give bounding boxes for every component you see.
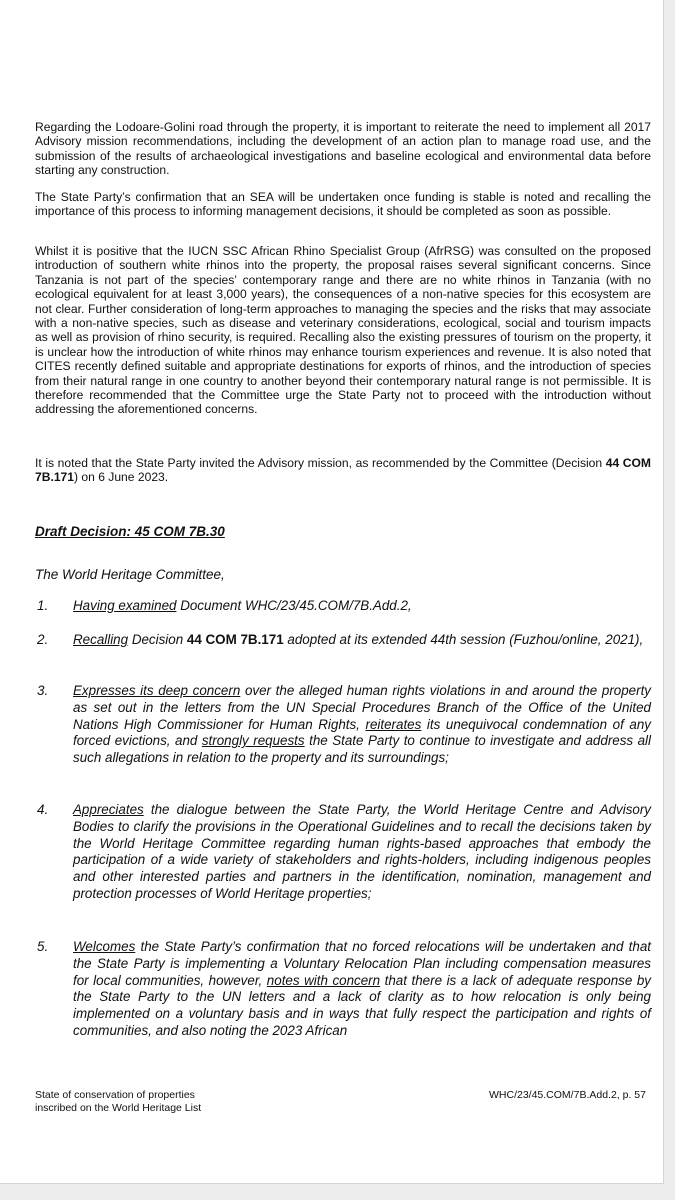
- paragraph-rhinos: Whilst it is positive that the IUCN SSC African Rhino Specialist Group (AfrRSG) was consulted on the proposed introduction of southern white rhinos into the property, the proposal raises several significant concerns. Since Tanzania is not part of the species’ contemporary range and there are no white rhinos in Tanzania (with no ecological equivalent for at least 3,000 years), the consequences of a non-native species for this ecosystem are not clear. Further consideration of long-term approaches to managing the species and the risks that may associate with a non-native species, such as disease and veterinary considerations, ecological, social and tourism impacts as well as provision of rhino security, is required. Recalling also the existing pressures of tourism on the property, it is unclear how the introduction of white rhinos may enhance tourism experiences and revenue. It is also noted that CITES recently defined suitable and appropriate destinations for exports of rhinos, and the introduction of species from their natural range in one country to another beyond their contemporary natural range is not permissible. It is therefore recommended that the Committee urge the State Party not to proceed with the introduction without addressing the aforementioned concerns.: [35, 244, 651, 417]
- decision-item-3: [35, 683, 651, 767]
- decision-item-4: [35, 802, 651, 903]
- paragraph-text: It is noted that the State Party invited the Advisory mission, as recommended by the Committee (Decision: [35, 456, 606, 470]
- item-text: [73, 598, 651, 615]
- item-number: 1.: [37, 598, 49, 613]
- item-body: over the alleged human rights violations in and around the property as set out in the letters from the UN Special Procedures Branch of the Office of the United Nations High Commissioner for Human Rights,: [73, 683, 652, 732]
- paragraph-advisory-mission: [35, 456, 651, 485]
- item-number: 5.: [37, 939, 49, 954]
- paragraph-text: ) on 6 June 2023.: [74, 470, 169, 485]
- item-text: [73, 939, 651, 1040]
- footer-line: inscribed on the World Heritage List: [35, 1102, 202, 1114]
- item-lead: Appreciates: [73, 802, 144, 817]
- footer-page-reference: WHC/23/45.COM/7B.Add.2, p. 57: [489, 1089, 646, 1101]
- item-text: [73, 683, 651, 767]
- item-body: adopted at its extended 44th session (Fuzhou/online, 2021),: [283, 632, 644, 647]
- item-text: [73, 632, 651, 649]
- item-body: its unequivocal condemnation of any forced evictions, and: [73, 716, 651, 749]
- draft-decision-heading: Draft Decision: 45 COM 7B.30: [35, 524, 225, 539]
- item-lead: Having examined: [73, 598, 177, 613]
- item-body: the dialogue between the State Party, the World Heritage Centre and Advisory Bodies to clarify the provisions in the Operational Guidelines and to recall the decisions taken by the World Heritage Committee regarding human rights-based approaches that embody the participation of a wide variety of stakeholders and rights-holders, including indigenous peoples and other interested parties and partners in the identification, nomination, management and protection processes of World Heritage properties;: [73, 802, 651, 901]
- footer-line: State of conservation of properties: [35, 1089, 195, 1101]
- footer-left: [35, 1089, 201, 1115]
- item-text: [73, 802, 651, 903]
- item-keyword: notes with concern: [266, 972, 381, 988]
- item-body: Decision: [128, 632, 187, 647]
- item-body: the State Party’s confirmation that no forced relocations will be undertaken and that the State Party is implementing a Voluntary Relocation Plan including compensation measures for local communities, however,: [73, 939, 651, 988]
- paragraph-sea: The State Party’s confirmation that an SEA will be undertaken once funding is stable is noted and recalling the importance of this process to informing management decisions, it should be completed as soon as possible.: [35, 190, 651, 219]
- item-body: the State Party to continue to investigate and address all such allegations in relation to the property and its surroundings;: [73, 733, 652, 766]
- item-lead: Recalling: [73, 632, 129, 647]
- item-lead: Welcomes: [73, 939, 136, 954]
- item-keyword: strongly requests: [201, 733, 305, 749]
- decision-item-2: [35, 632, 651, 649]
- decision-item-5: [35, 939, 651, 1040]
- item-number: 4.: [37, 802, 49, 817]
- decision-reference: 44 COM 7B.171: [35, 456, 652, 485]
- item-lead: Expresses its deep concern: [73, 683, 241, 698]
- item-body: Document WHC/23/45.COM/7B.Add.2,: [176, 598, 412, 613]
- item-keyword: reiterates: [365, 716, 422, 732]
- item-number: 2.: [37, 632, 49, 647]
- item-number: 3.: [37, 683, 49, 698]
- decision-reference: 44 COM 7B.171: [186, 632, 284, 647]
- committee-line: The World Heritage Committee,: [35, 567, 225, 582]
- paragraph-road: Regarding the Lodoare-Golini road through the property, it is important to reiterate the need to implement all 2017 Advisory mission recommendations, including the development of an action plan to manage road use, and the submission of the results of archaeological investigations and baseline ecological and environmental data before starting any construction.: [35, 120, 651, 178]
- item-body: that there is a lack of adequate response by the State Party to the UN letters and a lack of clarity as to how relocation is only being implemented on a voluntary basis and in ways that fully respect the participation and rights of communities, and also noting the 2023 African: [73, 972, 651, 1038]
- decision-item-1: [35, 598, 651, 615]
